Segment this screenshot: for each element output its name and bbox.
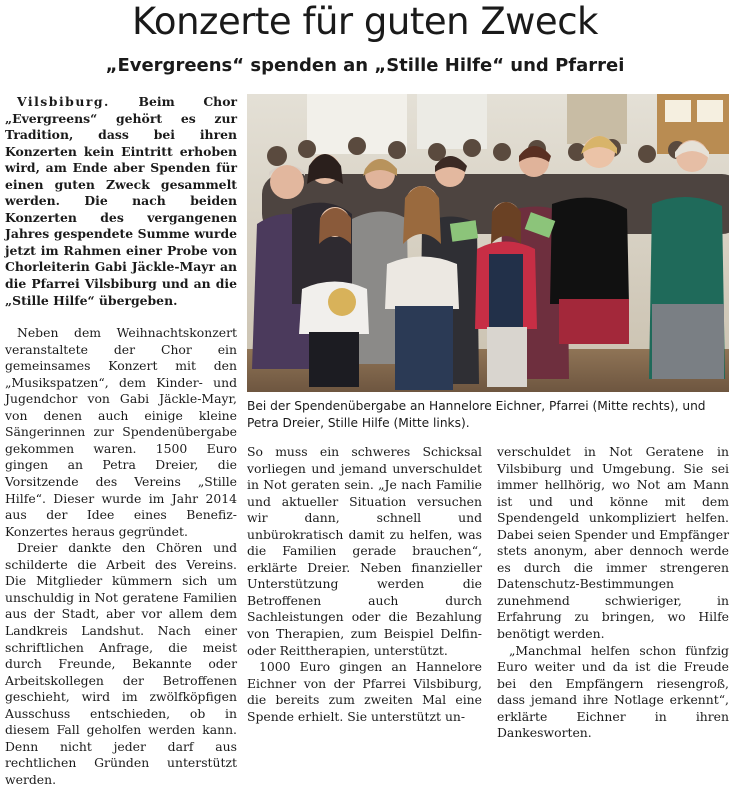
lead-text: Beim Chor „Evergreens“ gehört es zur Tradition, dass bei ihren Konzerten kein Eintritt erhoben wird, am Ende aber Spenden für einen guten Zweck gesammelt werden. Die nach beiden Konzerten des vergangenen Jahres gespendete Summe wurde jetzt im Rahmen einer Probe von Chorleiterin Gabi Jäckle-Mayr an die Pfarrei Vilsbiburg und an die „Stille Hilfe“ übergeben. <box>5 94 237 308</box>
headline: Konzerte für guten Zweck <box>132 0 598 43</box>
body-paragraph-2: Dreier dankte den Chören und schilderte die Arbeit des Vereins. Die Mitglieder kümmern sich um unschuldig in Not geratene Familien aus der Stadt, aber vor allem dem Landkreis Landshut. Nach einer schriftlichen Anfrage, die meist durch Freunde, Bekannte oder Arbeitskollegen der Betroffenen geschieht, wird im zwölfköpfigen Ausschuss entschieden, ob in diesem Fall geholfen werden kann. Denn nicht jeder darf aus rechtlichen Gründen unterstützt werden. <box>5 540 237 787</box>
choir-photo-image <box>247 94 729 392</box>
body-paragraph-4-continued: verschuldet in Not Geratene in Vilsbiburg und Umgebung. Sie sei immer hellhörig, wo Not am Mann ist und und könne mit dem Spendengeld unkompliziert helfen. Dabei seien Spender und Empfänger stets anonym, aber dennoch werde es durch die immer strengeren Datenschutz-Bestimmungen zunehmend schwieriger, in Erfahrung zu bringen, wo Hilfe benötigt werden. <box>497 444 729 642</box>
body-paragraph-3: So muss ein schweres Schicksal vorliegen und jemand unverschuldet in Not geraten sein. „Je nach Familie und aktueller Situation versuchen wir dann, schnell und unbürokratisch damit zu helfen, was die Familien gerade brauchen“, erklärte Dreier. Neben finanzieller Unterstützung werden die Betroffenen auch durch Sachleistungen oder die Bezahlung von Therapien, zum Beispiel Delfin- oder Reittherapien, unterstützt. <box>247 444 482 658</box>
lead-paragraph <box>5 94 237 309</box>
subheadline: „Evergreens“ spenden an „Stille Hilfe“ und Pfarrei <box>105 55 625 76</box>
body-paragraph-5: „Manchmal helfen schon fünfzig Euro weiter und da ist die Freude bei den Empfängern riesengroß, dass jemand ihre Notlage erkennt“, erklärte Eichner in ihren Dankesworten. <box>497 642 729 741</box>
dateline-place: Vilsbiburg. <box>17 94 110 109</box>
article-column-3 <box>497 444 729 742</box>
photo-caption: Bei der Spendenübergabe an Hannelore Eichner, Pfarrei (Mitte rechts), und Petra Dreier, Stille Hilfe (Mitte links). <box>247 399 706 430</box>
body-paragraph-4: 1000 Euro gingen an Hannelore Eichner von der Pfarrei Vilsbiburg, die bereits zum zweiten Mal eine Spende erhielt. Sie unterstützt un- <box>247 659 482 724</box>
article-column-1 <box>5 94 237 788</box>
article-column-2 <box>247 444 482 725</box>
body-paragraph-1: Neben dem Weihnachtskonzert veranstaltete der Chor ein gemeinsames Konzert mit den „Musikspatzen“, dem Kinder- und Jugendchor von Gabi Jäckle-Mayr, von denen auch einige kleine Sängerinnen zur Spendenübergabe gekommen waren. 1500 Euro gingen an Petra Dreier, die Vorsitzende des Vereins „Stille Hilfe“. Dieser wurde im Jahr 2014 aus der Idee eines Benefiz-Konzertes heraus gegründet. <box>5 325 237 539</box>
group-photo <box>247 94 729 392</box>
